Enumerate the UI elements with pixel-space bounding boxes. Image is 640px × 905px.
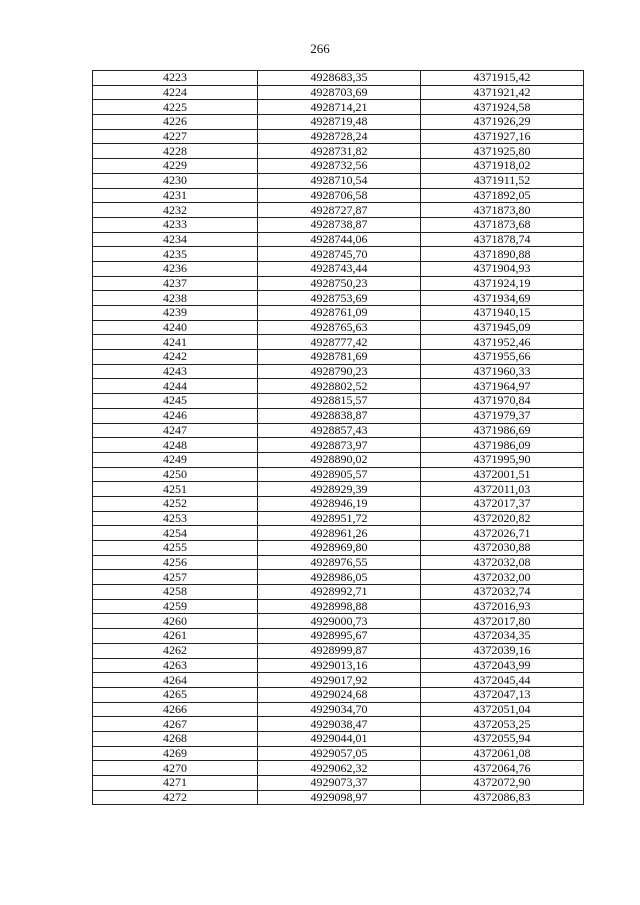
point-number-cell: 4234 (93, 232, 258, 247)
x-coordinate-cell: 4928929,39 (258, 482, 421, 497)
x-coordinate-cell: 4928743,44 (258, 261, 421, 276)
x-coordinate-cell: 4928961,26 (258, 526, 421, 541)
point-number-cell: 4231 (93, 188, 258, 203)
y-coordinate-cell: 4371979,37 (421, 408, 584, 423)
x-coordinate-cell: 4928838,87 (258, 408, 421, 423)
x-coordinate-cell: 4929062,32 (258, 761, 421, 776)
point-number-cell: 4239 (93, 306, 258, 321)
x-coordinate-cell: 4928765,63 (258, 320, 421, 335)
y-coordinate-cell: 4372034,35 (421, 629, 584, 644)
page-number: 266 (310, 41, 330, 56)
table-row (93, 746, 584, 761)
point-number-cell: 4272 (93, 790, 258, 805)
point-number-cell: 4224 (93, 85, 258, 100)
x-coordinate-cell: 4929073,37 (258, 776, 421, 791)
table-row (93, 614, 584, 629)
table-row (93, 306, 584, 321)
point-number-cell: 4228 (93, 144, 258, 159)
table-row (93, 261, 584, 276)
y-coordinate-cell: 4371926,29 (421, 115, 584, 130)
table-row (93, 761, 584, 776)
x-coordinate-cell: 4929038,47 (258, 717, 421, 732)
y-coordinate-cell: 4372061,08 (421, 746, 584, 761)
y-coordinate-cell: 4372032,00 (421, 570, 584, 585)
point-number-cell: 4229 (93, 159, 258, 174)
y-coordinate-cell: 4371940,15 (421, 306, 584, 321)
point-number-cell: 4244 (93, 379, 258, 394)
y-coordinate-cell: 4371873,80 (421, 203, 584, 218)
y-coordinate-cell: 4371924,58 (421, 100, 584, 115)
y-coordinate-cell: 4372043,99 (421, 658, 584, 673)
y-coordinate-cell: 4371890,88 (421, 247, 584, 262)
table-row (93, 717, 584, 732)
point-number-cell: 4237 (93, 276, 258, 291)
y-coordinate-cell: 4371878,74 (421, 232, 584, 247)
table-row (93, 585, 584, 600)
point-number-cell: 4227 (93, 129, 258, 144)
point-number-cell: 4232 (93, 203, 258, 218)
x-coordinate-cell: 4928992,71 (258, 585, 421, 600)
table-row (93, 350, 584, 365)
y-coordinate-cell: 4372045,44 (421, 673, 584, 688)
y-coordinate-cell: 4371892,05 (421, 188, 584, 203)
point-number-cell: 4247 (93, 423, 258, 438)
y-coordinate-cell: 4372047,13 (421, 687, 584, 702)
x-coordinate-cell: 4928815,57 (258, 394, 421, 409)
x-coordinate-cell: 4929034,70 (258, 702, 421, 717)
x-coordinate-cell: 4928890,02 (258, 452, 421, 467)
point-number-cell: 4270 (93, 761, 258, 776)
point-number-cell: 4248 (93, 438, 258, 453)
point-number-cell: 4260 (93, 614, 258, 629)
y-coordinate-cell: 4372016,93 (421, 599, 584, 614)
table-row (93, 702, 584, 717)
point-number-cell: 4261 (93, 629, 258, 644)
x-coordinate-cell: 4928998,88 (258, 599, 421, 614)
y-coordinate-cell: 4372001,51 (421, 467, 584, 482)
table-row (93, 452, 584, 467)
table-row (93, 599, 584, 614)
y-coordinate-cell: 4372055,94 (421, 731, 584, 746)
table-row (93, 276, 584, 291)
x-coordinate-cell: 4928790,23 (258, 364, 421, 379)
x-coordinate-cell: 4929000,73 (258, 614, 421, 629)
point-number-cell: 4236 (93, 261, 258, 276)
y-coordinate-cell: 4372020,82 (421, 511, 584, 526)
point-number-cell: 4255 (93, 541, 258, 556)
y-coordinate-cell: 4372053,25 (421, 717, 584, 732)
point-number-cell: 4226 (93, 115, 258, 130)
point-number-cell: 4258 (93, 585, 258, 600)
table-row (93, 320, 584, 335)
table-row (93, 188, 584, 203)
point-number-cell: 4262 (93, 643, 258, 658)
point-number-cell: 4271 (93, 776, 258, 791)
table-row (93, 643, 584, 658)
y-coordinate-cell: 4371952,46 (421, 335, 584, 350)
point-number-cell: 4249 (93, 452, 258, 467)
table-row (93, 555, 584, 570)
table-row (93, 129, 584, 144)
table-row (93, 247, 584, 262)
y-coordinate-cell: 4371995,90 (421, 452, 584, 467)
x-coordinate-cell: 4929044,01 (258, 731, 421, 746)
y-coordinate-cell: 4371934,69 (421, 291, 584, 306)
y-coordinate-cell: 4371986,09 (421, 438, 584, 453)
x-coordinate-cell: 4928727,87 (258, 203, 421, 218)
table-row (93, 687, 584, 702)
coordinates-table (92, 70, 584, 805)
table-row (93, 115, 584, 130)
y-coordinate-cell: 4371945,09 (421, 320, 584, 335)
table-row (93, 291, 584, 306)
table-row (93, 673, 584, 688)
x-coordinate-cell: 4928969,80 (258, 541, 421, 556)
x-coordinate-cell: 4929057,05 (258, 746, 421, 761)
point-number-cell: 4246 (93, 408, 258, 423)
table-row (93, 658, 584, 673)
x-coordinate-cell: 4928753,69 (258, 291, 421, 306)
x-coordinate-cell: 4928951,72 (258, 511, 421, 526)
x-coordinate-cell: 4928744,06 (258, 232, 421, 247)
point-number-cell: 4268 (93, 731, 258, 746)
point-number-cell: 4241 (93, 335, 258, 350)
table-row (93, 408, 584, 423)
table-row (93, 423, 584, 438)
table-row (93, 438, 584, 453)
y-coordinate-cell: 4372051,04 (421, 702, 584, 717)
table-row (93, 203, 584, 218)
table-row (93, 482, 584, 497)
point-number-cell: 4253 (93, 511, 258, 526)
x-coordinate-cell: 4928750,23 (258, 276, 421, 291)
point-number-cell: 4245 (93, 394, 258, 409)
y-coordinate-cell: 4371915,42 (421, 71, 584, 86)
y-coordinate-cell: 4371970,84 (421, 394, 584, 409)
y-coordinate-cell: 4371911,52 (421, 173, 584, 188)
x-coordinate-cell: 4928732,56 (258, 159, 421, 174)
point-number-cell: 4240 (93, 320, 258, 335)
y-coordinate-cell: 4371964,97 (421, 379, 584, 394)
x-coordinate-cell: 4929017,92 (258, 673, 421, 688)
table-row (93, 379, 584, 394)
x-coordinate-cell: 4928986,05 (258, 570, 421, 585)
point-number-cell: 4242 (93, 350, 258, 365)
table-row (93, 85, 584, 100)
x-coordinate-cell: 4928777,42 (258, 335, 421, 350)
x-coordinate-cell: 4928728,24 (258, 129, 421, 144)
x-coordinate-cell: 4929013,16 (258, 658, 421, 673)
table-row (93, 541, 584, 556)
point-number-cell: 4263 (93, 658, 258, 673)
point-number-cell: 4259 (93, 599, 258, 614)
x-coordinate-cell: 4928999,87 (258, 643, 421, 658)
x-coordinate-cell: 4928738,87 (258, 217, 421, 232)
table-row (93, 511, 584, 526)
x-coordinate-cell: 4928719,48 (258, 115, 421, 130)
point-number-cell: 4225 (93, 100, 258, 115)
x-coordinate-cell: 4928714,21 (258, 100, 421, 115)
y-coordinate-cell: 4372030,88 (421, 541, 584, 556)
point-number-cell: 4243 (93, 364, 258, 379)
y-coordinate-cell: 4371927,16 (421, 129, 584, 144)
y-coordinate-cell: 4371921,42 (421, 85, 584, 100)
table-row (93, 467, 584, 482)
y-coordinate-cell: 4371955,66 (421, 350, 584, 365)
x-coordinate-cell: 4928710,54 (258, 173, 421, 188)
table-row (93, 364, 584, 379)
point-number-cell: 4264 (93, 673, 258, 688)
table-row (93, 790, 584, 805)
y-coordinate-cell: 4371960,33 (421, 364, 584, 379)
point-number-cell: 4250 (93, 467, 258, 482)
point-number-cell: 4230 (93, 173, 258, 188)
point-number-cell: 4254 (93, 526, 258, 541)
table-row (93, 159, 584, 174)
x-coordinate-cell: 4929024,68 (258, 687, 421, 702)
point-number-cell: 4256 (93, 555, 258, 570)
table-row (93, 173, 584, 188)
y-coordinate-cell: 4371873,68 (421, 217, 584, 232)
table-row (93, 71, 584, 86)
x-coordinate-cell: 4929098,97 (258, 790, 421, 805)
x-coordinate-cell: 4928706,58 (258, 188, 421, 203)
point-number-cell: 4267 (93, 717, 258, 732)
point-number-cell: 4269 (93, 746, 258, 761)
point-number-cell: 4257 (93, 570, 258, 585)
y-coordinate-cell: 4371904,93 (421, 261, 584, 276)
y-coordinate-cell: 4372032,08 (421, 555, 584, 570)
y-coordinate-cell: 4372026,71 (421, 526, 584, 541)
coordinates-table-body (93, 71, 584, 805)
x-coordinate-cell: 4928683,35 (258, 71, 421, 86)
x-coordinate-cell: 4928745,70 (258, 247, 421, 262)
y-coordinate-cell: 4372086,83 (421, 790, 584, 805)
point-number-cell: 4223 (93, 71, 258, 86)
x-coordinate-cell: 4928873,97 (258, 438, 421, 453)
point-number-cell: 4252 (93, 496, 258, 511)
y-coordinate-cell: 4371925,80 (421, 144, 584, 159)
y-coordinate-cell: 4372072,90 (421, 776, 584, 791)
point-number-cell: 4233 (93, 217, 258, 232)
y-coordinate-cell: 4372017,80 (421, 614, 584, 629)
y-coordinate-cell: 4372064,76 (421, 761, 584, 776)
y-coordinate-cell: 4371924,19 (421, 276, 584, 291)
y-coordinate-cell: 4372039,16 (421, 643, 584, 658)
table-row (93, 217, 584, 232)
point-number-cell: 4251 (93, 482, 258, 497)
table-row (93, 629, 584, 644)
table-row (93, 731, 584, 746)
table-row (93, 335, 584, 350)
table-row (93, 776, 584, 791)
x-coordinate-cell: 4928731,82 (258, 144, 421, 159)
table-row (93, 394, 584, 409)
table-row (93, 570, 584, 585)
table-row (93, 144, 584, 159)
x-coordinate-cell: 4928857,43 (258, 423, 421, 438)
point-number-cell: 4235 (93, 247, 258, 262)
y-coordinate-cell: 4372017,37 (421, 496, 584, 511)
x-coordinate-cell: 4928976,55 (258, 555, 421, 570)
y-coordinate-cell: 4371986,69 (421, 423, 584, 438)
x-coordinate-cell: 4928761,09 (258, 306, 421, 321)
table-row (93, 496, 584, 511)
table-row (93, 100, 584, 115)
y-coordinate-cell: 4371918,02 (421, 159, 584, 174)
x-coordinate-cell: 4928703,69 (258, 85, 421, 100)
x-coordinate-cell: 4928802,52 (258, 379, 421, 394)
x-coordinate-cell: 4928995,67 (258, 629, 421, 644)
x-coordinate-cell: 4928905,57 (258, 467, 421, 482)
x-coordinate-cell: 4928946,19 (258, 496, 421, 511)
table-row (93, 232, 584, 247)
point-number-cell: 4266 (93, 702, 258, 717)
y-coordinate-cell: 4372032,74 (421, 585, 584, 600)
point-number-cell: 4265 (93, 687, 258, 702)
x-coordinate-cell: 4928781,69 (258, 350, 421, 365)
table-row (93, 526, 584, 541)
y-coordinate-cell: 4372011,03 (421, 482, 584, 497)
point-number-cell: 4238 (93, 291, 258, 306)
